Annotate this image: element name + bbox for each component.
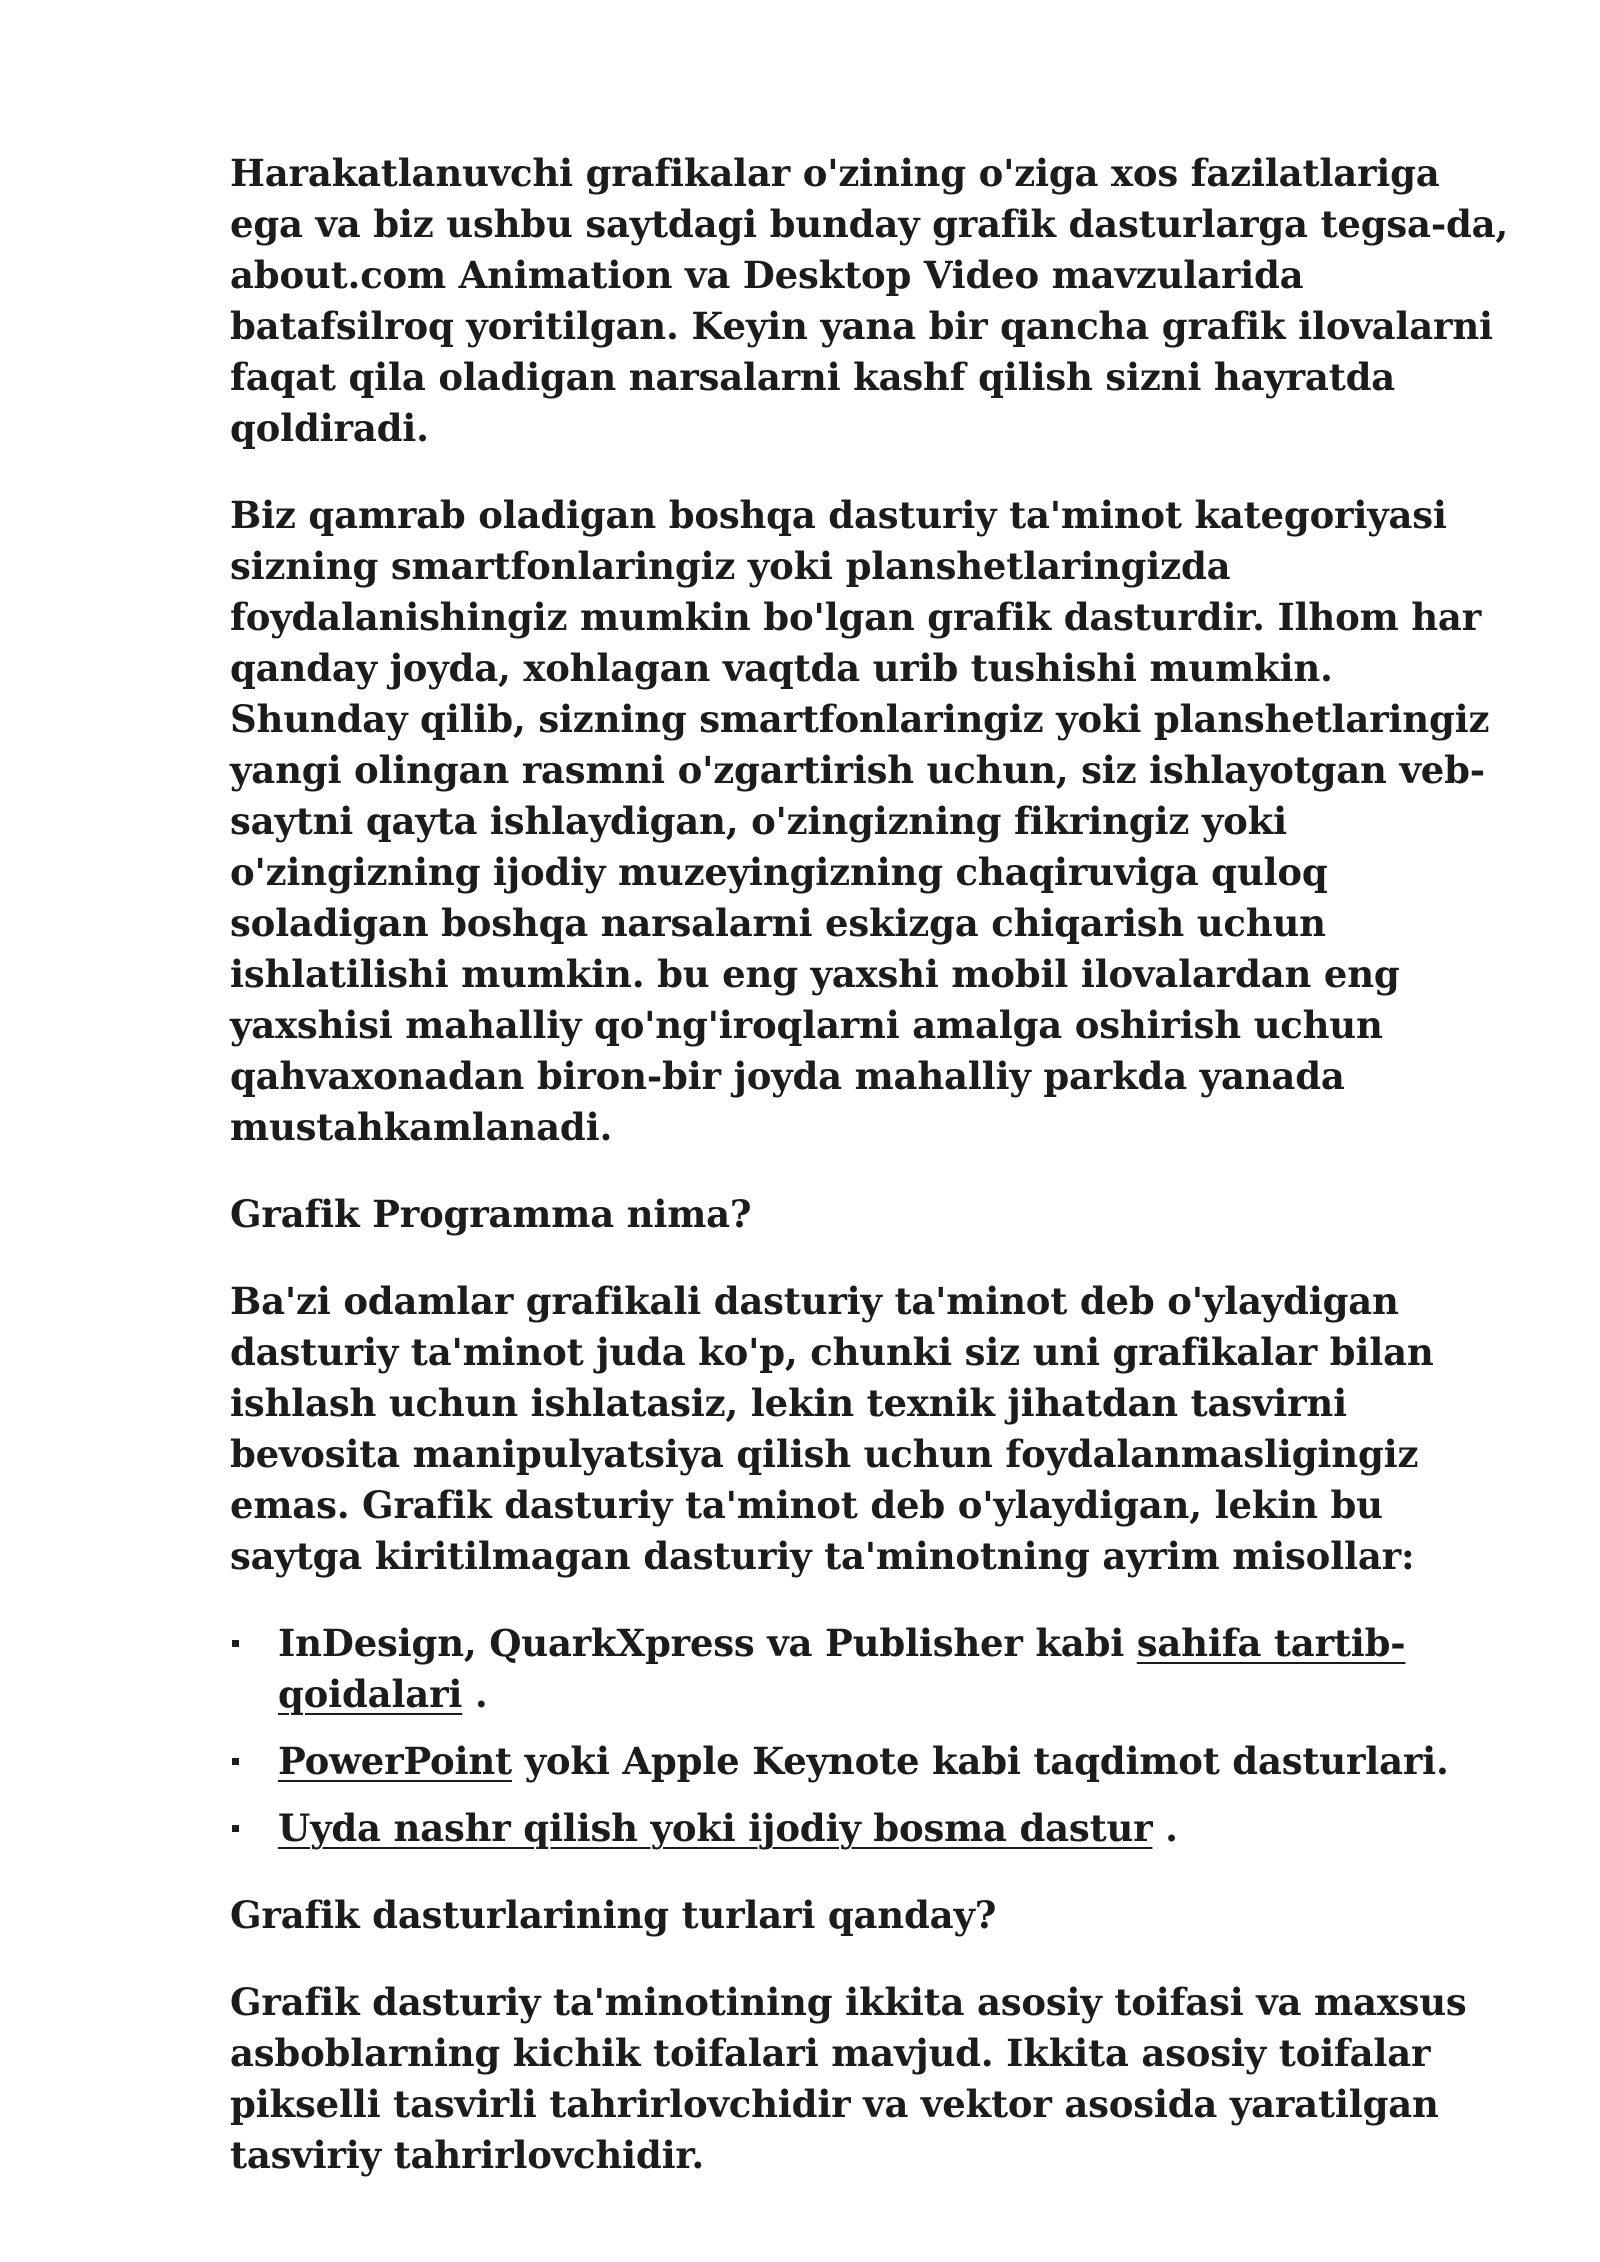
bullet-icon [232,1758,239,1765]
paragraph-intro: Harakatlanuvchi grafikalar o'zining o'ziga xos fazilatlariga ega va biz ushbu saytdagi bunday grafik dasturlarga tegsa-da, about.com Animation va Desktop Video mavzularida batafsilroq yoritilgan. Keyin yana bir qancha grafik ilovalarni faqat qila oladigan narsalarni kashf qilish sizni hayratda qoldiradi. [230,151,1509,450]
bullet-icon [232,1825,239,1832]
paragraph-mobile-apps: Biz qamrab oladigan boshqa dasturiy ta'minot kategoriyasi sizning smartfonlaringiz yoki planshetlaringizda foydalanishingiz mumkin bo'lgan grafik dasturdir. Ilhom har qanday joyda, xohlagan vaqtda urib tushishi mumkin. Shunday qilib, sizning smartfonlaringiz yoki planshetlaringiz yangi olingan rasmni o'zgartirish uchun, siz ishlayotgan veb-saytni qayta ishlaydigan, o'zingizning fikringiz yoki o'zingizning ijodiy muzeyingizning chaqiruviga quloq soladigan boshqa narsalarni eskizga chiqarish uchun ishlatilishi mumkin. bu eng yaxshi mobil ilovalardan eng yaxshisi mahalliy qo'ng'iroqlarni amalga oshirish uchun qahvaxonadan biron-bir joyda mahalliy parkda yanada mustahkamlanadi. [230,493,1490,1149]
list-item [230,1803,1510,1854]
list-item-text: . [462,1672,488,1716]
link-page-layout[interactable]: sahifa tartib-qoidalari [278,1621,1406,1716]
article-body [230,148,1510,2217]
list-item-text: yoki Apple Keynote kabi taqdimot dasturlari. [511,1739,1449,1783]
link-powerpoint[interactable]: PowerPoint [278,1739,512,1783]
link-home-publishing[interactable]: Uyda nashr qilish yoki ijodiy bosma dastur [278,1806,1153,1850]
paragraph-software-examples: Ba'zi odamlar grafikali dasturiy ta'minot deb o'ylaydigan dasturiy ta'minot juda ko'p, chunki siz uni grafikalar bilan ishlash uchun ishlatasiz, lekin texnik jihatdan tasvirni bevosita manipulyatsiya qilish uchun foydalanmasligingiz emas. Grafik dasturiy ta'minot deb o'ylaydigan, lekin bu saytga kiritilmagan dasturiy ta'minotning ayrim misollar: [230,1279,1434,1578]
heading-types-of-graphics-programs: Grafik dasturlarining turlari qanday? [230,1893,997,1937]
list-item-text: InDesign, QuarkXpress va Publisher kabi [278,1621,1137,1665]
list-item [230,1736,1510,1787]
list-item-text: . [1152,1806,1178,1850]
bullet-icon [232,1640,239,1647]
examples-list [230,1618,1510,1854]
heading-what-is-graphics-program: Grafik Programma nima? [230,1192,752,1236]
list-item [230,1618,1510,1720]
paragraph-categories: Grafik dasturiy ta'minotining ikkita asosiy toifasi va maxsus asboblarning kichik toifalari mavjud. Ikkita asosiy toifalar pikselli tasvirli tahrirlovchidir va vektor asosida yaratilgan tasviriy tahrirlovchidir. [230,1980,1467,2177]
